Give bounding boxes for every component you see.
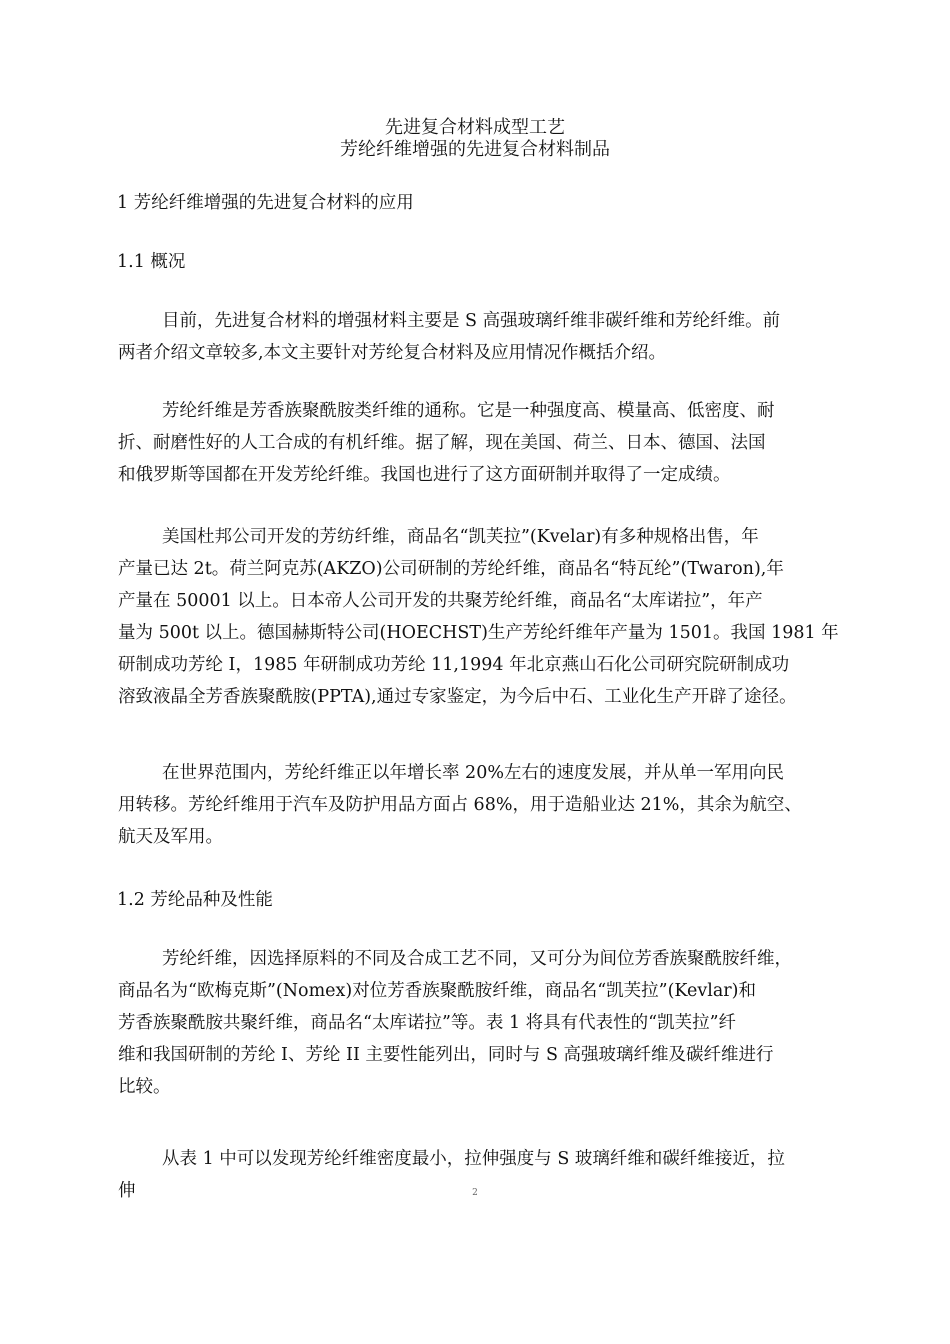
paragraph-line: 溶致液晶全芳香族聚酰胺(PPTA),通过专家鉴定，为今后中石、工业化生产开辟了途径。 (118, 687, 797, 707)
paragraph-line: 伸 (118, 1181, 136, 1201)
paragraph-line: 航天及军用。 (118, 827, 223, 847)
paragraph-line: 产量在 50001 以上。日本帝人公司开发的共聚芳纶纤维，商品名“太库诺拉”，年产 (118, 591, 763, 611)
page-number: 2 (472, 1188, 478, 1198)
section1-1-heading: 1.1 概况 (117, 252, 186, 272)
paragraph-line: 商品名为“欧梅克斯”(Nomex)对位芳香族聚酰胺纤维，商品名“凯芙拉”(Kevlar)和 (118, 981, 757, 1001)
document-title-line2: 芳纶纤维增强的先进复合材料制品 (340, 139, 610, 160)
paragraph-line: 芳纶纤维是芳香族聚酰胺类纤维的通称。它是一种强度高、模量高、低密度、耐 (162, 401, 775, 421)
paragraph-line: 从表 1 中可以发现芳纶纤维密度最小，拉伸强度与 S 玻璃纤维和碳纤维接近，拉 (162, 1149, 785, 1169)
paragraph-line: 量为 500t 以上。德国赫斯特公司(HOECHST)生产芳纶纤维年产量为 1501。我国 1981 年 (118, 623, 839, 643)
paragraph-line: 用转移。芳纶纤维用于汽车及防护用品方面占 68%，用于造船业达 21%，其余为航空、 (118, 795, 802, 815)
paragraph-line: 产量已达 2t。荷兰阿克苏(AKZO)公司研制的芳纶纤维，商品名“特瓦纶”(Twaron),年 (118, 559, 784, 579)
paragraph-line: 目前，先进复合材料的增强材料主要是 S 高强玻璃纤维非碳纤维和芳纶纤维。前 (162, 311, 781, 331)
paragraph-line: 美国杜邦公司开发的芳纺纤维，商品名“凯芙拉”(Kvelar)有多种规格出售，年 (162, 527, 759, 547)
paragraph-3 (118, 521, 858, 713)
paragraph-line: 研制成功芳纶 I，1985 年研制成功芳纶 11,1994 年北京燕山石化公司研究院研制成功 (118, 655, 790, 675)
paragraph-line: 比较。 (118, 1077, 171, 1097)
paragraph-line: 两者介绍文章较多,本文主要针对芳纶复合材料及应用情况作概括介绍。 (118, 343, 667, 363)
paragraph-line: 芳香族聚酰胺共聚纤维，商品名“太库诺拉”等。表 1 将具有代表性的“凯芙拉”纤 (118, 1013, 737, 1033)
paragraph-line: 折、耐磨性好的人工合成的有机纤维。据了解，现在美国、荷兰、日本、德国、法国 (118, 433, 766, 453)
paragraph-line: 维和我国研制的芳纶 I、芳纶 II 主要性能列出，同时与 S 高强玻璃纤维及碳纤维进行 (118, 1045, 774, 1065)
document-title-line1: 先进复合材料成型工艺 (385, 117, 565, 138)
section1-heading: 1 芳纶纤维增强的先进复合材料的应用 (117, 193, 414, 213)
paragraph-1 (118, 305, 858, 369)
paragraph-line: 和俄罗斯等国都在开发芳纶纤维。我国也进行了这方面研制并取得了一定成绩。 (118, 465, 731, 485)
paragraph-2 (118, 395, 858, 491)
section1-2-heading: 1.2 芳纶品种及性能 (117, 890, 273, 910)
paragraph-line: 芳纶纤维，因选择原料的不同及合成工艺不同，又可分为间位芳香族聚酰胺纤维， (162, 949, 792, 969)
paragraph-4 (118, 757, 858, 853)
paragraph-5 (118, 943, 858, 1103)
paragraph-line: 在世界范围内，芳纶纤维正以年增长率 20%左右的速度发展，并从单一军用向民 (162, 763, 784, 783)
